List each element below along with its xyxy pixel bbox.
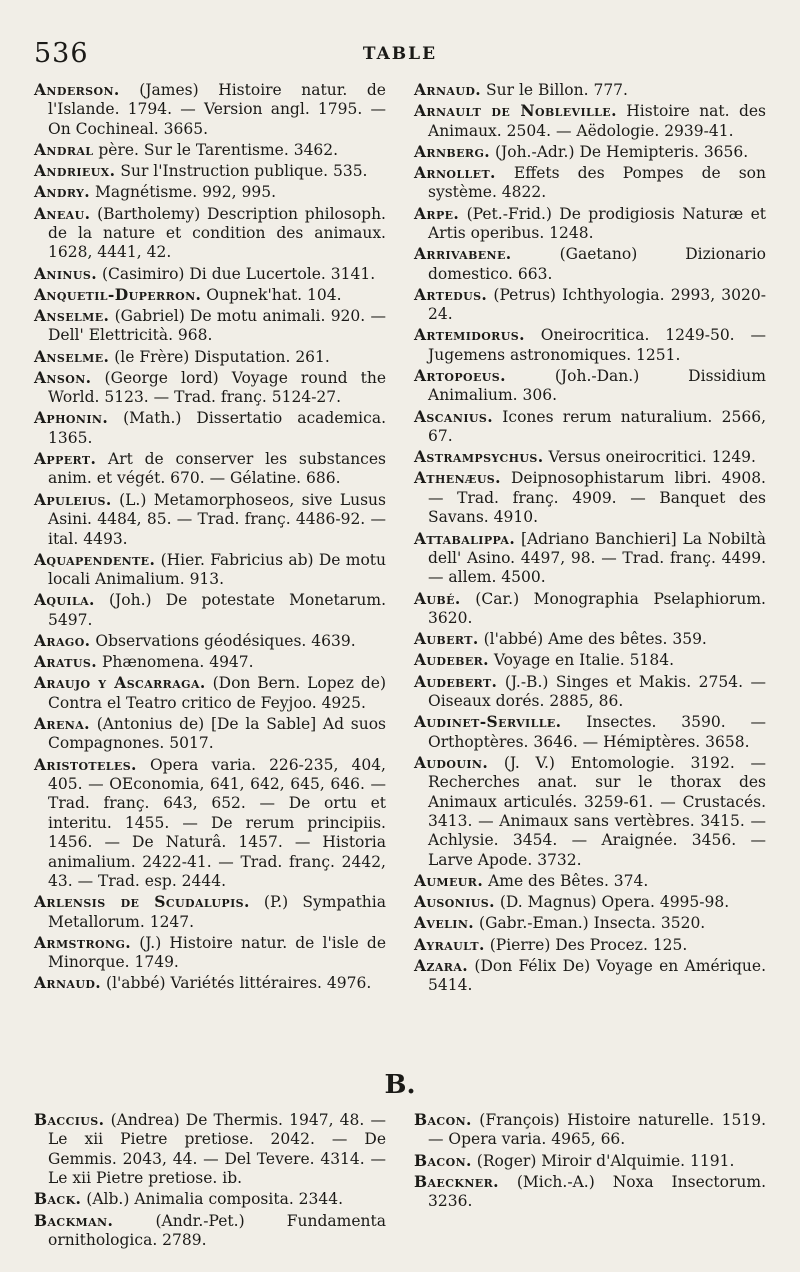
entry-heading: Andry. [34,182,91,202]
entry-text: (D. Magnus) Opera. 4995-98. [499,893,730,912]
index-entry [414,892,766,912]
entry-text: (Pierre) Des Procez. 125. [489,935,688,954]
index-entry [34,1110,386,1189]
index-entry [34,264,386,284]
index-entry [34,204,386,263]
entry-heading: Back. [34,1189,82,1209]
entry-heading: Anquetil-Duperron. [34,284,202,304]
entry-text: Sur le Billon. 777. [486,81,628,99]
index-entry [34,933,386,973]
entry-text: (Pet.-Frid.) De prodigiosis Naturæ et Artis operibus. 1248. [428,204,766,243]
entry-heading: Attabalippa. [414,528,516,548]
entry-text: (Gabr.-Eman.) Insecta. 3520. [479,914,706,933]
entry-text: (Antonius de) [De la Sable] Ad suos Compagnones. 5017. [48,714,386,753]
entry-text: (J.) Histoire natur. de l'isle de Minorque. 1749. [48,933,386,972]
page-number: 536 [34,38,89,69]
entry-text: (P.) Sympathia Metallorum. 1247. [48,893,386,931]
entry-text: (Mich.-A.) Noxa Insectorum. 3236. [428,1172,766,1211]
entry-text: Histoire nat. des Animaux. 2504. — Aëdologie. 2939-41. [428,102,766,140]
running-title: TABLE [362,44,438,64]
entry-heading: Bacon. [414,1150,472,1170]
entry-text: (L.) Metamorphoseos, sive Lusus Asini. 4484, 85. — Trad. franç. 4486-92. — ital. 4493. [48,490,386,548]
entry-text: (Hier. Fabricius ab) De motu locali Animalium. 913. [48,550,386,589]
entry-text: (Roger) Miroir d'Alquimie. 1191. [476,1151,735,1170]
entry-text: Phænomena. 4947. [101,653,254,672]
entry-text: Oneirocritica. 1249-50. — Jugemens astronomiques. 1251. [428,326,766,364]
index-entry [34,306,386,346]
index-entry [34,652,386,672]
entry-heading: Baeckner. [414,1171,499,1191]
index-entry [34,755,386,892]
entry-heading: Azara. [414,955,469,975]
entry-heading: Ascanius. [414,406,493,426]
entry-heading: Arago. [34,630,91,650]
index-entry [34,892,386,932]
entry-heading: Ayrault. [414,934,485,954]
entry-text: (Joh.) De potestate Monetarum. 5497. [48,591,386,629]
entry-text: (George lord) Voyage round the World. 5123. — Trad. franç. 5124-27. [48,368,386,407]
entry-heading: Anselme. [34,346,110,366]
entry-text: (Gaetano) Dizionario domestico. 663. [428,245,766,283]
entry-text: (Math.) Dissertatio academica. 1365. [48,409,386,447]
entry-text: (Don Félix De) Voyage en Amérique. 5414. [428,956,766,995]
entry-heading: Artopoeus. [414,366,506,386]
entry-heading: Audinet-Serville. [414,712,562,732]
entry-text: (J. V.) Entomologie. 3192. — Recherches anat. sur le thorax des Animaux articulés. 3259-61. — Crustacés. 3413. — Animaux sans vertèbres. 3415. — Achlysie. 3454. — Araignée. 3456. — Larve Apode. 3732. [428,753,766,869]
entry-text: [Adriano Banchieri] La Nobiltà dell' Asino. 4497, 98. — Trad. franç. 4499. — allem. 4500. [428,529,766,587]
entry-heading: Arnollet. [414,163,496,183]
entry-text: (Andrea) De Thermis. 1947, 48. — Le xii Pietre pretiose. 2042. — De Gemmis. 2043, 44. — Del Tevere. 4314. — Le xii Pietre pretiose. ib. [48,1111,386,1188]
entry-heading: Arpe. [414,203,460,223]
entry-text: (Andr.-Pet.) Fundamenta ornithologica. 2789. [48,1211,386,1250]
entry-heading: Armstrong. [34,932,132,952]
page-header [34,38,766,78]
index-entry [414,1151,766,1171]
entry-text: Oupnek'hat. 104. [206,285,342,304]
entry-heading: Aumeur. [414,870,484,890]
index-entry [34,347,386,367]
index-entry [414,204,766,244]
entry-heading: Andral [34,140,94,160]
entry-text: Icones rerum naturalium. 2566, 67. [428,407,766,446]
entry-heading: Aristoteles. [34,754,137,774]
index-entry [414,589,766,629]
entry-heading: Aratus. [34,652,98,672]
entry-heading: Appert. [34,449,97,469]
entry-text: Sur l'Instruction publique. 535. [120,162,368,181]
entry-heading: Anselme. [34,306,110,326]
bottom-left-column [34,1110,386,1251]
index-entry [34,285,386,305]
index-entry [34,182,386,202]
entry-heading: Backman. [34,1210,114,1230]
index-entry [414,672,766,712]
entry-text: père. Sur le Tarentisme. 3462. [98,141,339,160]
index-entry [34,1189,386,1209]
right-column [414,80,766,996]
index-entry [414,956,766,996]
entry-heading: Arnaud. [414,80,482,99]
index-entry [414,468,766,527]
entry-heading: Ausonius. [414,892,495,912]
entry-text: Ame des Bêtes. 374. [488,871,649,890]
index-entry [414,325,766,365]
index-entry [414,935,766,955]
entry-heading: Aphonin. [34,408,109,428]
entry-heading: Astrampsychus. [414,447,544,467]
index-entry [34,368,386,408]
entry-text: (Joh.-Dan.) Dissidium Animalium. 306. [428,367,766,405]
index-entry [34,449,386,489]
entry-heading: Artemidorus. [414,325,525,345]
index-entry [414,913,766,933]
entry-heading: Andrieux. [34,161,116,181]
index-entry [34,973,386,993]
entry-text: (François) Histoire naturelle. 1519. — Opera varia. 4965, 66. [428,1111,766,1149]
index-entry [414,712,766,752]
index-entry [414,244,766,284]
index-entry [34,631,386,651]
index-entry [34,161,386,181]
entry-heading: Arena. [34,713,90,733]
entry-text: Art de conserver les substances anim. et végét. 670. — Gélatine. 686. [48,450,386,488]
left-column [34,80,386,995]
index-entry [414,285,766,325]
entry-text: Effets des Pompes de son système. 4822. [428,164,766,202]
entry-heading: Artedus. [414,284,488,304]
entry-heading: Aquila. [34,590,95,610]
entry-heading: Anderson. [34,80,120,99]
index-entry [34,140,386,160]
entry-heading: Audeber. [414,650,489,670]
entry-heading: Araujo y Ascarraga. [34,673,206,693]
entry-text: (Alb.) Animalia composita. 2344. [86,1190,344,1209]
bottom-right-column [414,1110,766,1212]
entry-text: Deipnosophistarum libri. 4908. — Trad. franç. 4909. — Banquet des Savans. 4910. [428,469,766,527]
entry-text: Observations géodésiques. 4639. [95,631,356,650]
index-entry [414,650,766,670]
index-entry [34,714,386,754]
index-entry [34,673,386,713]
entry-text: (Don Bern. Lopez de) Contra el Teatro critico de Feyjoo. 4925. [48,674,386,712]
index-entry [414,366,766,406]
index-entry [414,629,766,649]
entry-text: (l'abbé) Variétés littéraires. 4976. [106,974,372,993]
entry-heading: Aquapendente. [34,549,156,569]
entry-text: (l'abbé) Ame des bêtes. 359. [483,630,707,649]
entry-text: (Petrus) Ichthyologia. 2993, 3020-24. [428,285,766,324]
entry-heading: Athenæus. [414,468,501,488]
index-entry [34,490,386,549]
index-entry [414,1110,766,1150]
entry-text: Voyage en Italie. 5184. [493,651,675,670]
entry-heading: Arnaud. [34,973,102,993]
index-entry [414,80,766,100]
index-entry [34,590,386,630]
index-entry [414,753,766,870]
entry-heading: Avelin. [414,913,475,933]
entry-heading: Baccius. [34,1110,105,1129]
entry-text: (James) Histoire natur. de l'Islande. 1794. — Version angl. 1795. — On Cochineal. 3665. [48,81,386,138]
index-entry [34,550,386,590]
entry-heading: Bacon. [414,1110,472,1129]
entry-heading: Aubert. [414,629,479,649]
index-entry [414,447,766,467]
entry-text: (Gabriel) De motu animali. 920. — Dell' Elettricità. 968. [48,307,386,345]
index-entry [414,407,766,447]
entry-heading: Arlensis de Scudalupis. [34,892,250,912]
index-entry [414,142,766,162]
entry-text: (Car.) Monographia Pselaphiorum. 3620. [428,589,766,627]
entry-heading: Anson. [34,367,92,387]
index-entry [414,871,766,891]
entry-heading: Aneau. [34,203,91,223]
entry-heading: Audouin. [414,752,489,772]
entry-text: (Joh.-Adr.) De Hemipteris. 3656. [494,142,749,161]
entry-text: (Bartholemy) Description philosoph. de la nature et condition des animaux. 1628, 4441, 42. [48,204,386,262]
entry-heading: Arnault de Nobleville. [414,101,617,121]
entry-heading: Arrivabene. [414,244,512,264]
index-entry [414,529,766,588]
entry-text: Versus oneirocritici. 1249. [548,448,756,467]
entry-heading: Aninus. [34,263,98,283]
entry-heading: Apuleius. [34,489,112,509]
index-entry [414,1172,766,1212]
entry-heading: Audebert. [414,671,498,691]
section-letter: B. [384,1070,416,1100]
entry-text: (le Frère) Disputation. 261. [114,347,330,366]
index-entry [34,1211,386,1251]
entry-text: (Casimiro) Di due Lucertole. 3141. [101,264,376,283]
entry-text: Insectes. 3590. — Orthoptères. 3646. — Hémiptères. 3658. [428,713,766,751]
entry-text: Magnétisme. 992, 995. [95,183,277,202]
index-entry [34,408,386,448]
entry-text: (J.-B.) Singes et Makis. 2754. — Oiseaux dorés. 2885, 86. [428,672,766,710]
index-entry [414,101,766,141]
entry-heading: Arnberg. [414,141,491,161]
index-entry [414,163,766,203]
index-entry [34,80,386,139]
entry-heading: Aubé. [414,588,461,608]
entry-text: Opera varia. 226-235, 404, 405. — OEconomia, 641, 642, 645, 646. — Trad. franç. 643, 652. — De ortu et interitu. 1455. — De rerum principiis. 1456. — De Naturâ. 1457. — Historia animalium. 2422-41. — Trad. franç. 2442, 43. — Trad. esp. 2444. [48,755,386,890]
